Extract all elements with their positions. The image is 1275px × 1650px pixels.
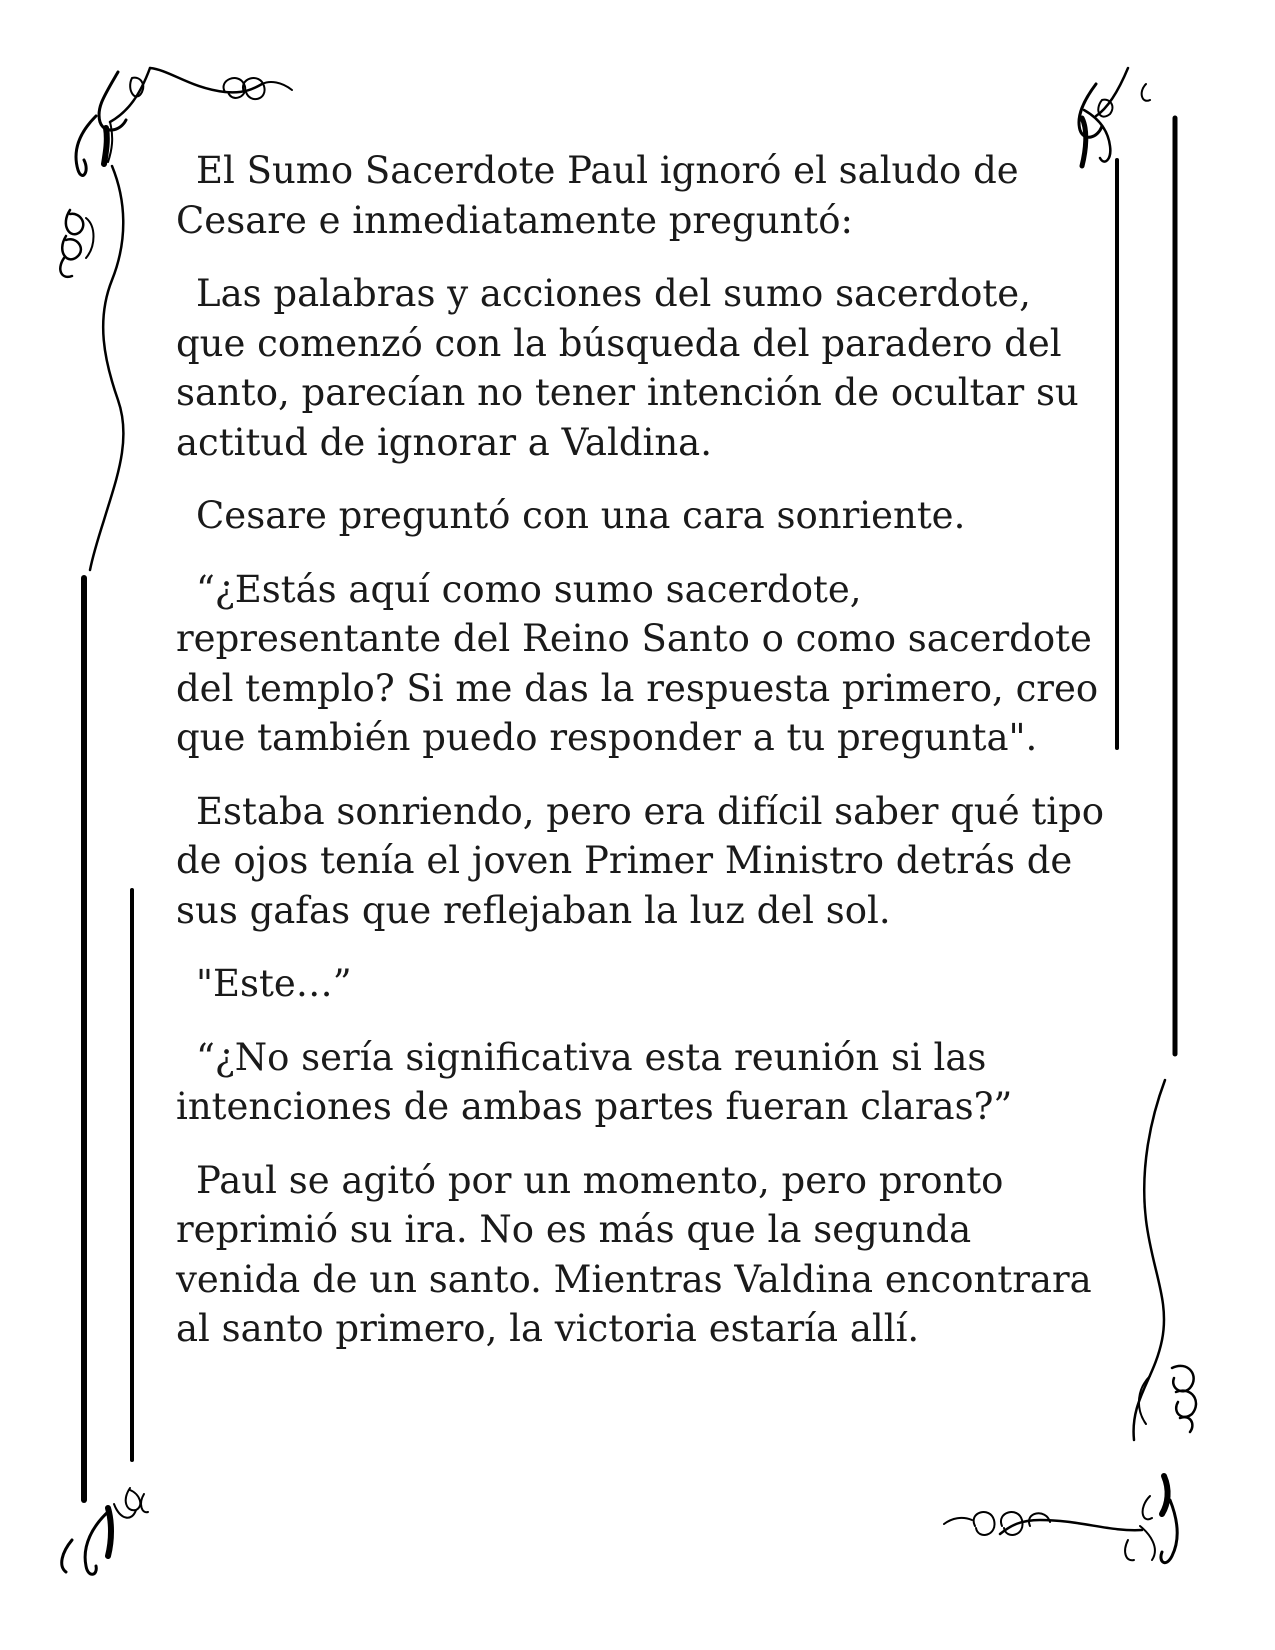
right-lower-vine [1134, 1080, 1196, 1440]
paragraph: “¿No sería significativa esta reunión si las intenciones de ambas partes fueran claras?” [176, 1035, 1013, 1128]
bottom-right-flourish [944, 1476, 1177, 1563]
paragraph: Paul se agitó por un momento, pero pronto reprimió su ira. No es más que la segunda venida de un santo. Mientras Valdina encontrara al santo primero, la victoria estaría allí. [176, 1158, 1092, 1350]
paragraph: "Este…” [196, 962, 352, 1005]
bottom-left-flourish [62, 1488, 148, 1574]
left-upper-vine [60, 166, 123, 570]
story-text [176, 146, 1106, 1378]
paragraph: Las palabras y acciones del sumo sacerdote, que comenzó con la búsqueda del paradero del santo, parecían no tener intención de ocultar su actitud de ignorar a Valdina. [176, 272, 1079, 464]
paragraph: Estaba sonriendo, pero era difícil saber qué tipo de ojos tenía el joven Primer Ministro detrás de sus gafas que reflejaban la luz del sol. [176, 789, 1105, 932]
paragraph: “¿Estás aquí como sumo sacerdote, representante del Reino Santo o como sacerdote del templo? Si me das la respuesta primero, creo que también puedo responder a tu pregunta". [176, 567, 1099, 759]
paragraph: Cesare preguntó con una cara sonriente. [196, 494, 966, 537]
paragraph: El Sumo Sacerdote Paul ignoró el saludo de Cesare e inmediatamente preguntó: [176, 149, 1019, 242]
